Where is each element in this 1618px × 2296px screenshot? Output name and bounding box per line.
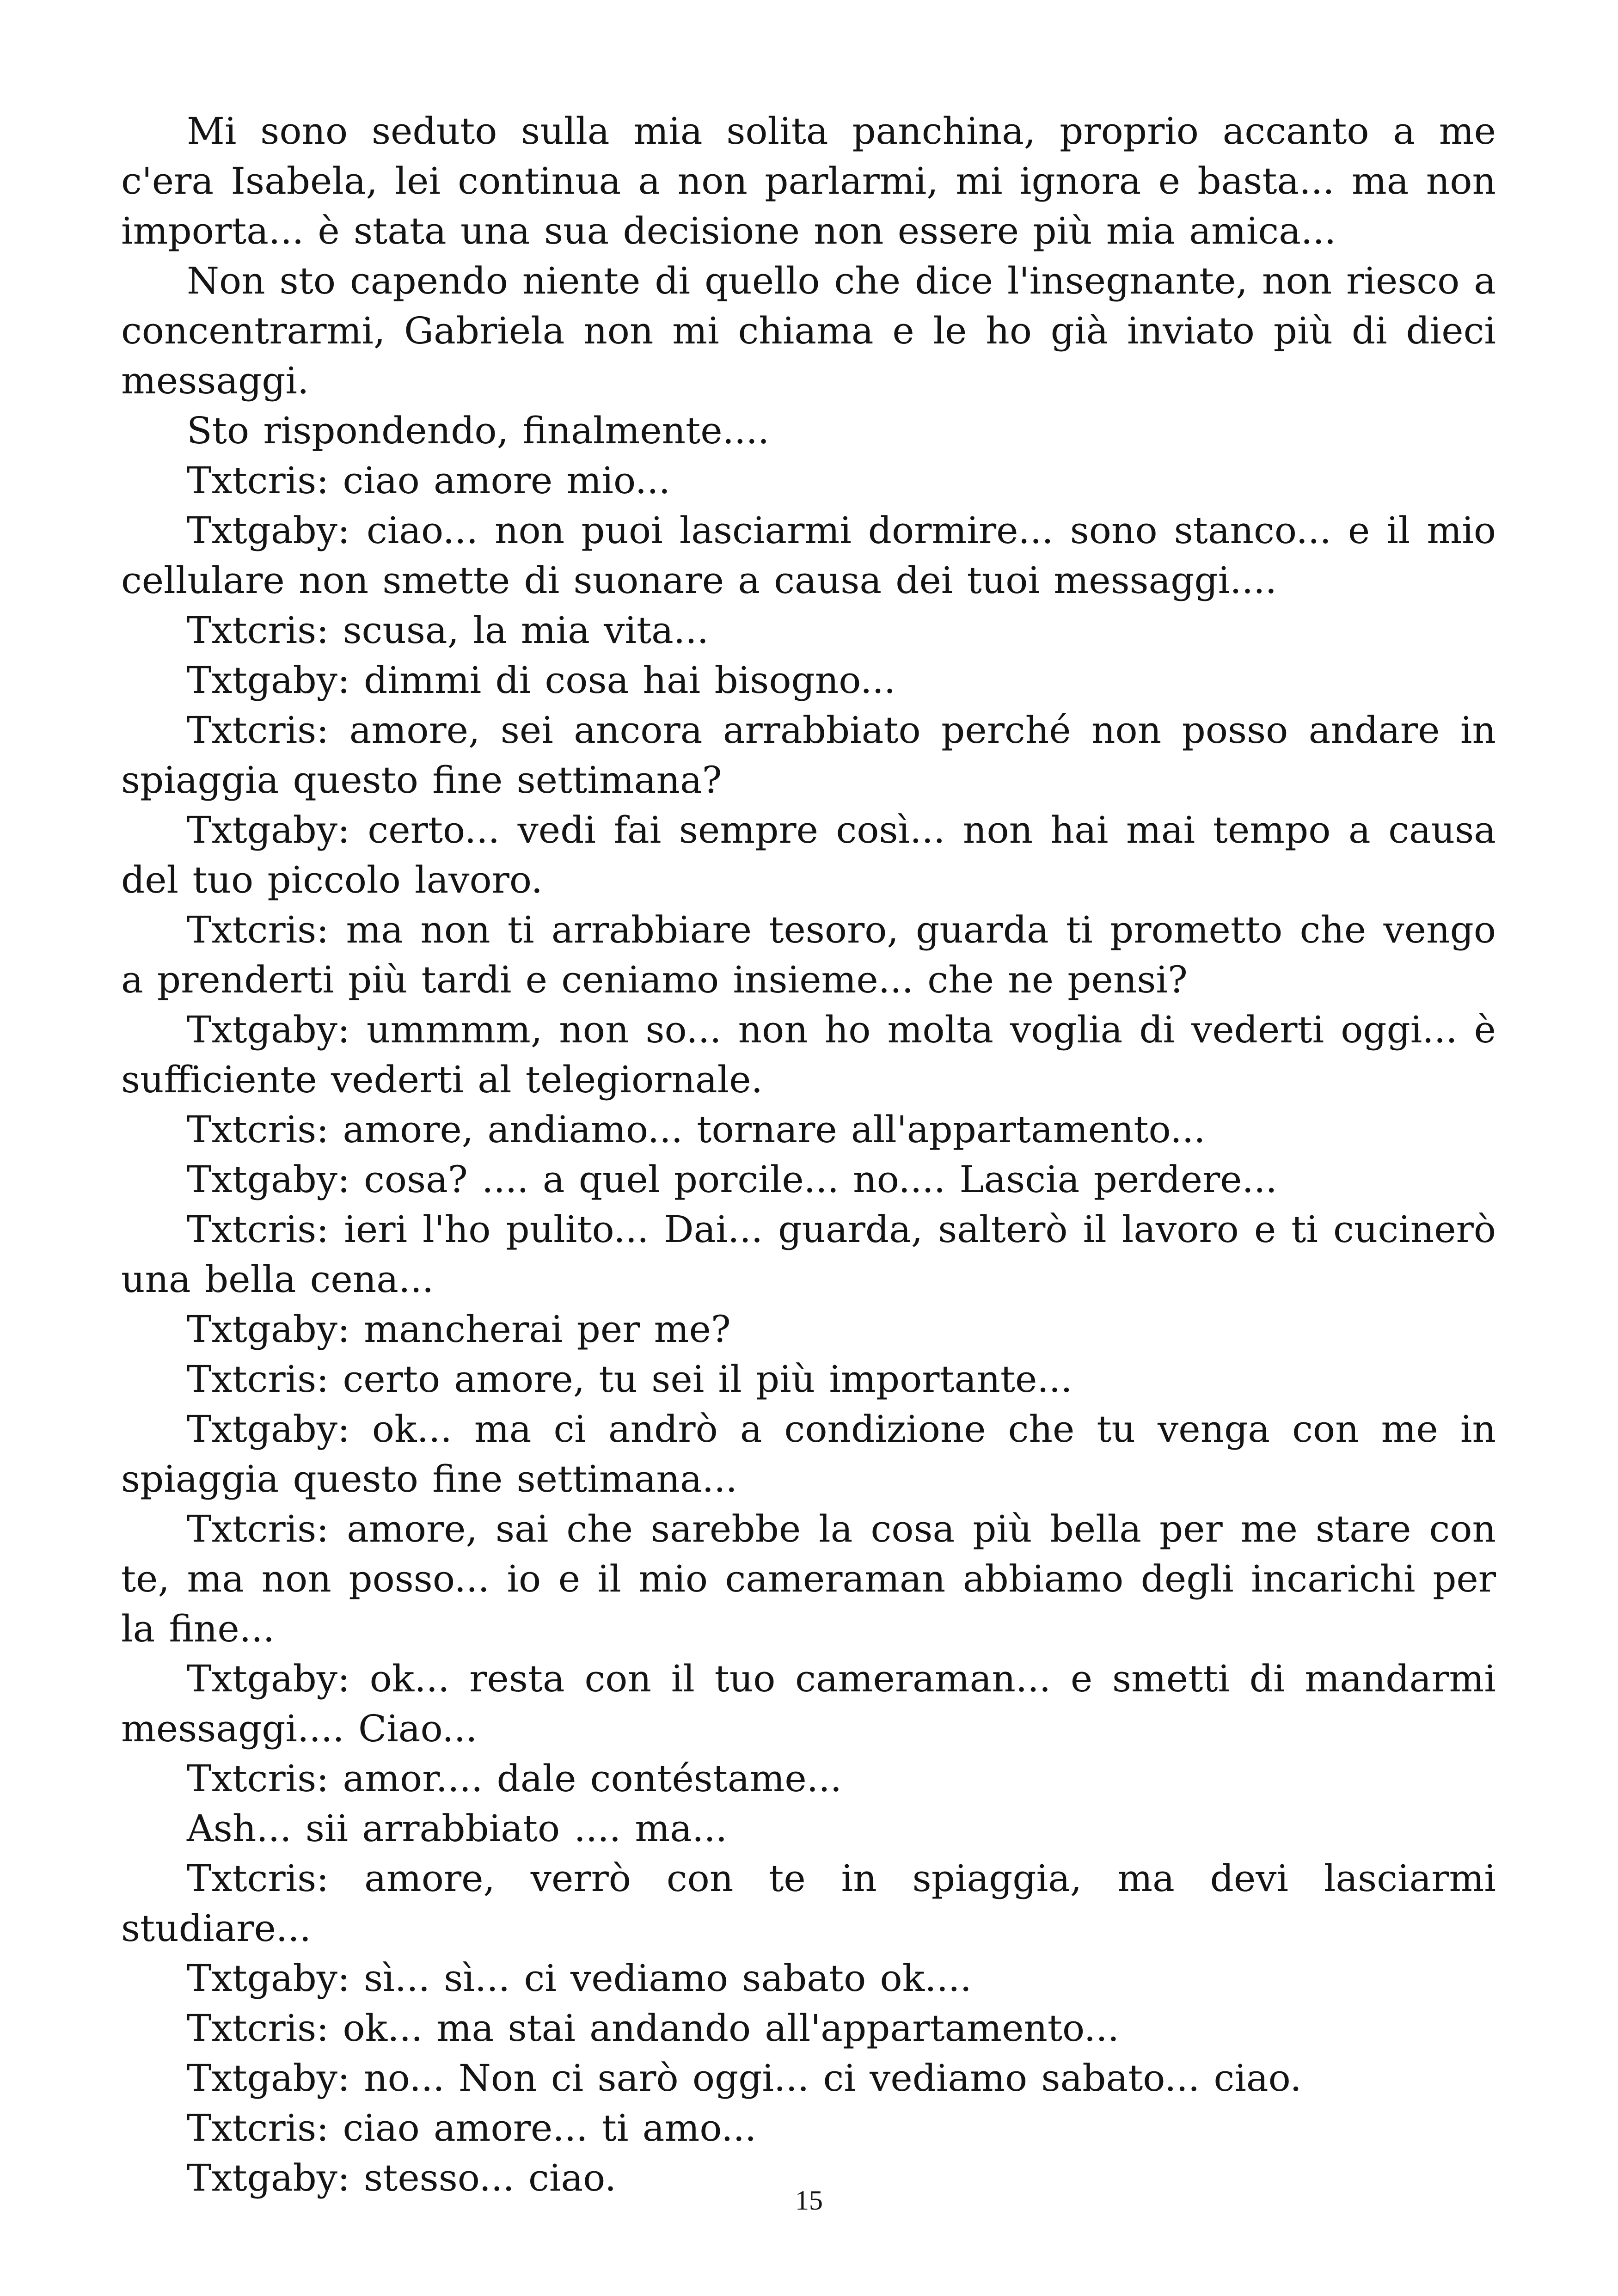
paragraph: Txtcris: amore, verrò con te in spiaggia, ma devi lasciarmi studiare...	[121, 1857, 1496, 1950]
paragraph: Sto rispondendo, finalmente....	[187, 409, 770, 452]
paragraph: Txtcris: amor.... dale contéstame...	[187, 1757, 842, 1800]
paragraph: Ash... sii arrabbiato .... ma...	[187, 1807, 728, 1850]
paragraph: Txtgaby: mancherai per me?	[187, 1308, 731, 1351]
page-number: 15	[795, 2185, 823, 2216]
paragraph: Txtgaby: dimmi di cosa hai bisogno...	[187, 659, 896, 702]
paragraph: Txtcris: scusa, la mia vita...	[187, 609, 709, 652]
paragraph: Txtgaby: no... Non ci sarò oggi... ci vediamo sabato... ciao.	[187, 2057, 1302, 2100]
paragraph: Non sto capendo niente di quello che dice l'insegnante, non riesco a concentrarmi, Gabriela non mi chiama e le ho già inviato più di dieci messaggi.	[121, 259, 1496, 402]
paragraph: Txtcris: ciao amore... ti amo...	[187, 2106, 757, 2149]
paragraph: Txtgaby: stesso... ciao.	[187, 2156, 617, 2199]
paragraph: Txtcris: certo amore, tu sei il più importante...	[187, 1358, 1073, 1401]
paragraph: Txtgaby: sì... sì... ci vediamo sabato ok....	[187, 1957, 972, 2000]
paragraph: Txtgaby: ciao... non puoi lasciarmi dormire... sono stanco... e il mio cellulare non smette di suonare a causa dei tuoi messaggi....	[121, 509, 1496, 602]
paragraph: Txtcris: amore, andiamo... tornare all'appartamento...	[187, 1108, 1206, 1151]
paragraph: Txtgaby: ok... resta con il tuo cameraman... e smetti di mandarmi messaggi.... Ciao...	[121, 1657, 1496, 1750]
paragraph: Txtgaby: certo... vedi fai sempre così... non hai mai tempo a causa del tuo piccolo lavoro.	[121, 808, 1496, 901]
paragraph: Txtcris: ma non ti arrabbiare tesoro, guarda ti prometto che vengo a prenderti più tardi e ceniamo insieme... che ne pensi?	[121, 908, 1496, 1001]
paragraph: Txtcris: ok... ma stai andando all'appartamento...	[187, 2007, 1120, 2050]
paragraph: Txtcris: ciao amore mio...	[187, 459, 671, 502]
paragraph: Txtgaby: cosa? .... a quel porcile... no.... Lascia perdere...	[187, 1158, 1277, 1201]
paragraph: Txtcris: amore, sei ancora arrabbiato perché non posso andare in spiaggia questo fine settimana?	[121, 709, 1496, 802]
paragraph: Txtgaby: ummmm, non so... non ho molta voglia di vederti oggi... è sufficiente vederti al telegiornale.	[121, 1008, 1496, 1101]
paragraph: Mi sono seduto sulla mia solita panchina, proprio accanto a me c'era Isabela, lei continua a non parlarmi, mi ignora e basta... ma non importa... è stata una sua decisione non essere più mia amica...	[121, 110, 1496, 252]
page-body	[121, 106, 1496, 2203]
paragraph: Txtcris: ieri l'ho pulito... Dai... guarda, salterò il lavoro e ti cucinerò una bella cena...	[121, 1208, 1496, 1301]
paragraph: Txtcris: amore, sai che sarebbe la cosa più bella per me stare con te, ma non posso... io e il mio cameraman abbiamo degli incarichi per la fine...	[121, 1507, 1496, 1650]
paragraph: Txtgaby: ok... ma ci andrò a condizione che tu venga con me in spiaggia questo fine settimana...	[121, 1408, 1496, 1500]
